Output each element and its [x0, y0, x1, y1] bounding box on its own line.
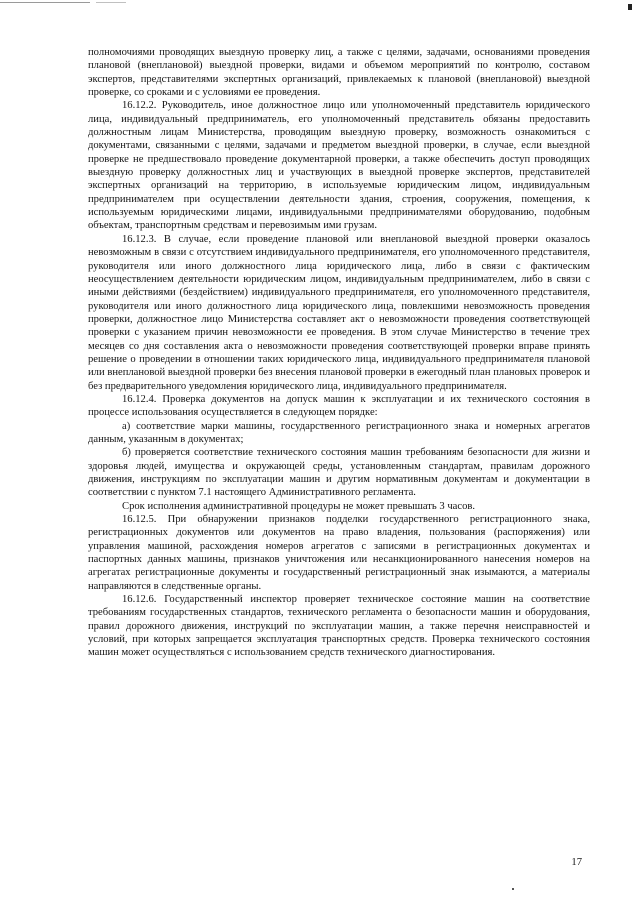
list-item-a: а) соответствие марки машины, государственного регистрационного знака и номерных агрегатов данным, указанным в документах; — [88, 420, 590, 445]
paragraph-continuation: полномочиями проводящих выездную проверку лиц, а также с целями, задачами, основаниями проведения плановой (внеплановой) выездной проверки, видами и объемом мероприятий по контролю, составом экспертов, представителями экспертных организаций, привлекаемых к плановой (внеплановой) выездной проверке, со сроками и с условиями ее проведения. — [88, 47, 590, 99]
page-number: 17 — [571, 857, 582, 868]
paragraph-16-12-3: 16.12.3. В случае, если проведение плановой или внеплановой выездной проверки оказалось невозможным в связи с отсутствием индивидуального предпринимателя, его уполномоченного представителя, руководителя или иного должностного лица юридического лица, либо в связи с фактическим неосуществлением деятельности юридическим лицом, индивидуальным предпринимателем, либо в связи с иными действиями (бездействием) индивидуального предпринимателя, его уполномоченного представителя, руководителя или иного должностного лица юридического лица, повлекшими невозможность проведения проверки, должностное лицо Министерства составляет акт о невозможности проведения соответствующей проверки с указанием причин невозможности ее проведения. В этом случае Министерство в течение трех месяцев со дня составления акта о невозможности проведения соответствующей проверки вправе принять решение о проведении в отношении таких юридического лица, индивидуального предпринимателя плановой или внеплановой выездной проверки без внесения плановой проверки в ежегодный план плановых проверок и без предварительного уведомления юридического лица, индивидуального предпринимателя. — [88, 233, 590, 392]
paragraph-16-12-6: 16.12.6. Государственный инспектор проверяет техническое состояние машин на соответствие требованиям государственных стандартов, технического регламента о безопасности машин и оборудования, правил дорожного движения, инструкций по эксплуатации машин, а также перечня неисправностей и условий, при которых запрещается эксплуатация транспортных средств. Проверка технического состояния машин может осуществляться с использованием средств технического диагностирования. — [88, 594, 590, 659]
scan-edge-line — [96, 2, 126, 3]
paragraph-16-12-4: 16.12.4. Проверка документов на допуск машин к эксплуатации и их технического состояния в процессе использования осуществляется в следующем порядке: — [88, 393, 590, 419]
document-body — [88, 46, 590, 660]
paragraph-16-12-2: 16.12.2. Руководитель, иное должностное лицо или уполномоченный представитель юридического лица, индивидуальный предприниматель, его уполномоченный представитель обязаны предоставить должностным лицам Министерства, проводящим выездную проверку, возможность ознакомиться с документами, связанными с целями, задачами и предметом выездной проверки, в случае, если выездной проверке не предшествовало проведение документарной проверки, а также обеспечить доступ проводящих выездную проверку должностных лиц и участвующих в выездной проверке экспертов, представителей экспертных организаций на территорию, в используемые юридическим лицом, индивидуальным предпринимателем при осуществлении деятельности здания, строения, сооружения, помещения, к используемым юридическими лицами, индивидуальными предпринимателями оборудованию, подобным объектам, транспортным средствам и перевозимым ими грузам. — [88, 100, 590, 232]
scan-corner-mark — [628, 4, 632, 10]
scan-edge-line — [0, 2, 90, 3]
scan-speck — [512, 888, 514, 890]
paragraph-16-12-5: 16.12.5. При обнаружении признаков подделки государственного регистрационного знака, регистрационных документов или документов на право владения, пользования (распоряжения) или управления машиной, расхождения номеров агрегатов с записями в регистрационных документах и паспортных данных машины, признаков уничтожения или несанкционированного нанесения номеров на агрегатах регистрационные документы и государственный регистрационный знак изымаются, а материалы направляются в следственные органы. — [88, 514, 590, 592]
list-item-b: б) проверяется соответствие технического состояния машин требованиям безопасности для жизни и здоровья людей, имущества и окружающей среды, установленным стандартам, правилам дорожного движения, инструкциям по эксплуатации машин и другим нормативным документам и документации в соответствии с пунктом 7.1 настоящего Административного регламента. — [88, 447, 590, 499]
paragraph-deadline: Срок исполнения административной процедуры не может превышать 3 часов. — [122, 500, 476, 512]
